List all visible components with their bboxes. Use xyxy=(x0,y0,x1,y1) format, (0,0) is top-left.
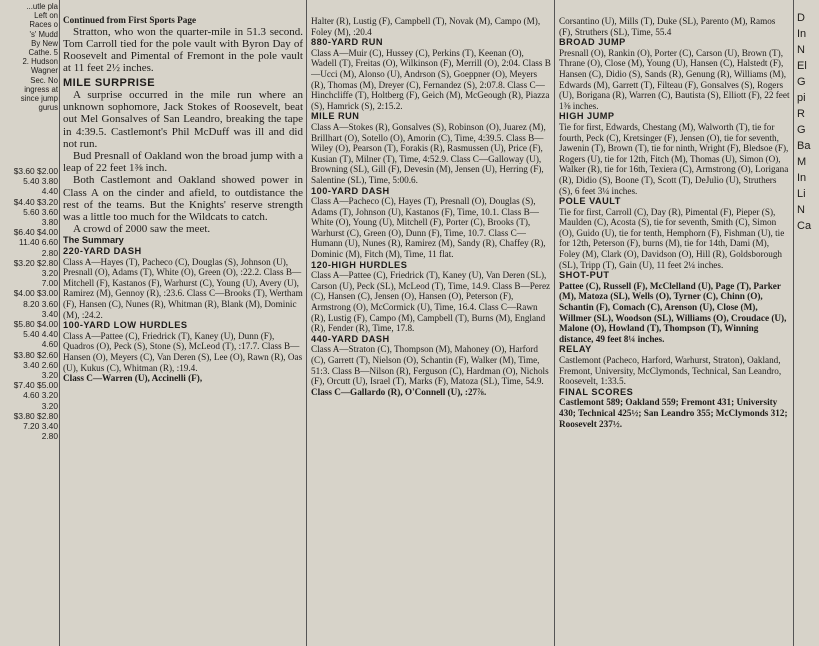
continued-header: Continued from First Sports Page xyxy=(63,15,197,25)
shot-put-results: Pattee (C), Russell (F), McClelland (U), Page (T), Parker (M), Matoza (SL), Wells (O), Tyrner (C), Chinn (O), Schantin (F), Comach (C), Arenson (U), Close (M), Willmer (SL), Woodson (SL), Williams (O), Croudace (U), Malone (O), Howland (T), Thompson (T), Winning distance, 49 feet 8¼ inches. xyxy=(559,280,787,344)
col2-top-line: Halter (R), Lustig (F), Campbell (T), Novak (M), Campo (M), Foley (M), :20.4 xyxy=(311,16,541,37)
odds-line: 2.80 xyxy=(41,247,58,258)
broad-jump-results: Presnall (O), Rankin (O), Porter (C), Carson (U), Brown (T), Thrane (O), Close (M), Young (U), Hansen (C), Halstedt (F), Hansen (C), Didio (S), Sands (R), Genung (R), Williams (M), Edwards (M), Garrett (T), Filteau (F), Gonsalves (S), Rogers (U), Borigana (R), Warren (C), Bautista (S), Elliott (F), 22 feet 1⅜ inches. xyxy=(559,47,790,111)
odds-column xyxy=(0,166,58,441)
odds-line: 3.20 xyxy=(41,370,58,381)
dash100-results: Class A—Pacheco (C), Hayes (T), Presnall (O), Douglas (S), Adams (T), Johnson (U), Kastanos (F), Time, 10.1. Class B—White (O), Young (U), Mitchell (F), Porter (C), Brooks (T), Warhurst (C), Green (O), Dunn (F), Time, 10.7. Class C—Humann (U), Nunes (R), Ramirez (M), Sandy (R), Chaffey (R), Dominic (M), Fitch (M), Time, 11 flat. xyxy=(311,196,546,260)
column-rule xyxy=(793,0,794,646)
mile-run-results: Class A—Stokes (R), Gonsalves (S), Robinson (O), Juarez (M), Brillhart (O), Sotello (O), Amorin (C), Time, 4:39.5. Class B—Wiley (O), Pearson (T), Forakis (R), Rasmussen (U), Price (F), Kusian (T), Milner (T), Time, 4:52.9. Class C—Galloway (U), Browning (SL), Gill (F), Devesin (M), Jensen (U), Herring (F), Salentine (SL), Time, 5:00.6. xyxy=(311,121,546,185)
story-paragraph: A surprise occurred in the mile run where an unknown sophomore, Jack Stokes of Roosevelt, beat out Mel Gonsalves of San Leandro, breaking the tape in 4:39.5. Castlemont's Phil McDuff was ill and did not run. xyxy=(63,89,303,150)
odds-line: 3.20 xyxy=(41,268,58,279)
left-fragment-line: Left on xyxy=(34,11,58,21)
final-scores: Castlemont 589; Oakland 559; Fremont 431; University 430; Technical 425½; San Leandro 355; McClymonds 312; Roosevelt 237½. xyxy=(559,397,788,429)
broad-jump-heading: BROAD JUMP xyxy=(559,37,626,48)
odds-line: 7.00 xyxy=(41,278,58,289)
run880-results: Class A—Muir (C), Hussey (C), Perkins (T), Keenan (O), Wadell (T), Freitas (O), Wilkinson (F), Merrill (O), 2:04. Class B—Ucci (M), Alonso (U), Andrson (S), Goeppner (O), Meyers (R), Thomas (M), Dreyer (C), Fernandez (S), 2:07.8. Class C—Hinchcliffe (T), Holtberg (F), Geich (M), McGeough (R), Piazza (S), Hamrick (S), 2:15.2. xyxy=(311,47,551,111)
left-fragment-line: 's' Mudd xyxy=(29,29,58,39)
odds-line: 5.60 3.60 xyxy=(23,206,58,217)
left-fragment-line: ingress at xyxy=(24,84,58,94)
pole-vault-results: Tie for first, Carroll (C), Day (R), Pimental (F), Pieper (S), Maulden (C), Acosta (S), tie for seventh, Smith (C), Simon (O), Guido (U), tie for tenth, Hemphorn (F), Fishman (U), tie for 12th, Peterson (F), burns (M), tie for 14th, Dami (M), Foley (M), Clark (O), Davidson (O), Hill (R), Goldsborough (SL), Tripp (T), Gain (U), 11 feet 2¼ inches. xyxy=(559,206,785,270)
left-fragment-line: Wagner xyxy=(30,66,58,76)
right-fragment-line: G xyxy=(797,124,806,136)
odds-line: 3.40 xyxy=(41,308,58,319)
right-fragment-column xyxy=(797,0,819,234)
left-fragment-line: By New xyxy=(31,38,58,48)
dash440-heading: 440-YARD DASH xyxy=(311,333,390,344)
odds-line: $6.40 $4.00 xyxy=(13,227,58,238)
odds-line: $7.40 $5.00 xyxy=(13,380,58,391)
dash440-results: Class A—Straton (C), Thompson (M), Mahoney (O), Harford (C), Garrett (T), Nielson (O), Schantin (F), Walker (M), Time, 51:3. Class B—Nilson (R), Ferguson (C), Hardman (O), Nichols (F), Orcutt (U), Israel (T), Marks (F), Matoza (SL), Time, 54.9. xyxy=(311,344,549,387)
high120-results: Class A—Pattee (C), Friedrick (T), Kaney (U), Van Deren (SL), Carson (U), Peck (SL), McLeod (T), Time, 14.9. Class B—Perez (C), Hansen (C), Jensen (O), Hansen (O), Peterson (F), Armstrong (O), McCormick (U), Time, 16.4. Class C—Rawn (R), Lustig (F), Campo (M), Campbell (T), Burns (M), England (R), Fender (R), Time, 17.8. xyxy=(311,270,551,334)
relay-results: Castlemont (Pacheco, Harford, Warhurst, Straton), Oakland, Fremont, University, McClymonds, Technical, San Leandro, Roosevelt, 1:33.5. xyxy=(559,355,782,387)
right-fragment-line: Li xyxy=(797,188,806,200)
right-fragment-line: In xyxy=(797,172,807,184)
right-fragment-line: N xyxy=(797,204,805,216)
high-jump-heading: HIGH JUMP xyxy=(559,111,615,122)
odds-line: 3.20 xyxy=(41,400,58,411)
final-scores-heading: FINAL SCORES xyxy=(559,386,634,397)
left-fragment-line: Cathe. 5 xyxy=(28,48,58,58)
odds-line: 5.40 3.80 xyxy=(23,176,58,187)
summary-title: The Summary xyxy=(63,235,124,246)
column-rule xyxy=(306,0,307,646)
odds-line: $5.80 $4.00 xyxy=(13,319,58,330)
shot-put-heading: SHOT-PUT xyxy=(559,270,610,281)
odds-line: 2.80 xyxy=(41,431,58,442)
high120-heading: 120-HIGH HURDLES xyxy=(311,259,408,270)
odds-line: 4.40 xyxy=(41,186,58,197)
hurdles100-results: Class A—Pattee (C), Friedrick (T), Kaney (U), Dunn (F), Quadros (O), Peck (S), Stone (S), McLeod (T), :17.7. Class B—Hansen (O), Meyers (C), Van Deren (S), Lee (O), Rawn (R), Oas (U), Kukus (C), Whitman (R), :19.4. xyxy=(63,330,303,373)
odds-line: 11.40 6.60 xyxy=(19,237,58,248)
right-fragment-line: G xyxy=(797,76,806,88)
left-fragment-line: Sec. No xyxy=(30,75,58,85)
left-fragment-column xyxy=(0,0,58,112)
relay-heading: RELAY xyxy=(559,344,592,355)
right-fragment-line: El xyxy=(797,60,807,72)
story-paragraph: Bud Presnall of Oakland won the broad jump with a leap of 22 feet 1⅜ inch. xyxy=(63,150,303,175)
odds-line: $4.00 $3.00 xyxy=(13,288,58,299)
odds-line: 7.20 3.40 xyxy=(23,421,58,432)
pole-vault-heading: POLE VAULT xyxy=(559,196,621,207)
run880-heading: 880-YARD RUN xyxy=(311,37,384,48)
dash100-heading: 100-YARD DASH xyxy=(311,185,390,196)
mile-run-heading: MILE RUN xyxy=(311,111,360,122)
right-fragment-line: M xyxy=(797,156,807,168)
left-fragment-line: 2. Hudson xyxy=(22,57,58,67)
col3-top-line: Corsantino (U), Mills (T), Duke (SL), Parento (M), Ramos (F), Struthers (SL), Time, 55.4 xyxy=(559,16,776,37)
odds-line: $3.20 $2.80 xyxy=(13,257,58,268)
right-fragment-line: Ca xyxy=(797,220,812,232)
dash220-results: Class A—Hayes (T), Pacheco (C), Douglas (S), Johnson (U), Presnall (O), Adams (T), White (O), Green (O), :22.2. Class B—Mitchell (F), Kastanos (F), Warhurst (C), Young (U), Avery (U), Ramirez (M), Gennoy (R), :23.6. Class C—Brooks (T), Wertham (F), Hansen (C), Nunes (R), Whitman (R), Blank (M), Dominic (M), :24.2. xyxy=(63,256,303,320)
odds-line: 8.20 3.60 xyxy=(23,298,58,309)
high-jump-results: Tie for first, Edwards, Chestang (M), Walworth (T), tie for fourth, Peck (C), Kretsinger (F), Jensen (O), tie for seventh, Jawenin (T), Brown (T), tie for ninth, Wright (F), Bledsoe (F), Rogers (U), tie for 12th, Fitch (M), Thomas (U), Simon (O), Walker (R), tie for 16th, Texiera (C), Armstrong (O), Lorigana (R), Didio (S), Boone (T), Scott (T), DeJulio (U), Struthers (S), 6 feet 3¼ inches. xyxy=(559,121,789,196)
story-paragraph: Both Castlemont and Oakland showed power in Class A on the cinder and afield, to outdistance the rest of the teams. But the Knights' reserve strength was a little too much for the Wildcats to catch. xyxy=(63,174,303,224)
odds-line: 4.60 3.20 xyxy=(23,390,58,401)
left-fragment-line: ...utle pla xyxy=(26,2,58,11)
odds-line: 3.80 xyxy=(41,217,58,228)
right-fragment-line: D xyxy=(797,12,805,24)
right-fragment-line: N xyxy=(797,44,805,56)
left-fragment-line: Races o xyxy=(29,20,58,30)
right-fragment-line: R xyxy=(797,108,805,120)
hurdles100-heading: 100-YARD LOW HURDLES xyxy=(63,320,188,331)
column-1 xyxy=(63,0,303,646)
odds-line: 3.40 2.60 xyxy=(23,359,58,370)
left-fragment-line: gurus xyxy=(38,103,58,113)
odds-line: 5.40 4.40 xyxy=(23,329,58,340)
hurdles100-last-line: Class C—Warren (U), Accinelli (F), xyxy=(63,373,203,384)
dash440-last-line: Class C—Gallardo (R), O'Connell (U), :27⅞. xyxy=(311,386,487,397)
column-2 xyxy=(311,0,551,646)
left-fragment-line: since jump xyxy=(20,94,58,104)
dash220-heading: 220-YARD DASH xyxy=(63,246,142,257)
intro-paragraph: Stratton, who won the quarter-mile in 51.3 second. Tom Carroll tied for the pole vault with Byron Day of Roosevelt and Pimental of Fremont in the pole vault at 11 feet 2½ inches. xyxy=(63,25,303,75)
right-fragment-line: pi xyxy=(797,92,806,104)
odds-line: $3.80 $2.80 xyxy=(13,410,58,421)
column-rule xyxy=(554,0,555,646)
mile-surprise-heading: MILE SURPRISE xyxy=(63,77,156,90)
column-rule xyxy=(59,0,60,646)
odds-line: $3.60 $2.00 xyxy=(13,166,58,176)
column-3 xyxy=(559,0,791,646)
story-paragraph: A crowd of 2000 saw the meet. xyxy=(73,223,211,236)
right-fragment-line: Ba xyxy=(797,140,811,152)
odds-line: 4.60 xyxy=(41,339,58,350)
odds-line: $4.40 $3.20 xyxy=(13,196,58,207)
odds-line: $3.80 $2.60 xyxy=(13,349,58,360)
right-fragment-line: In xyxy=(797,28,807,40)
